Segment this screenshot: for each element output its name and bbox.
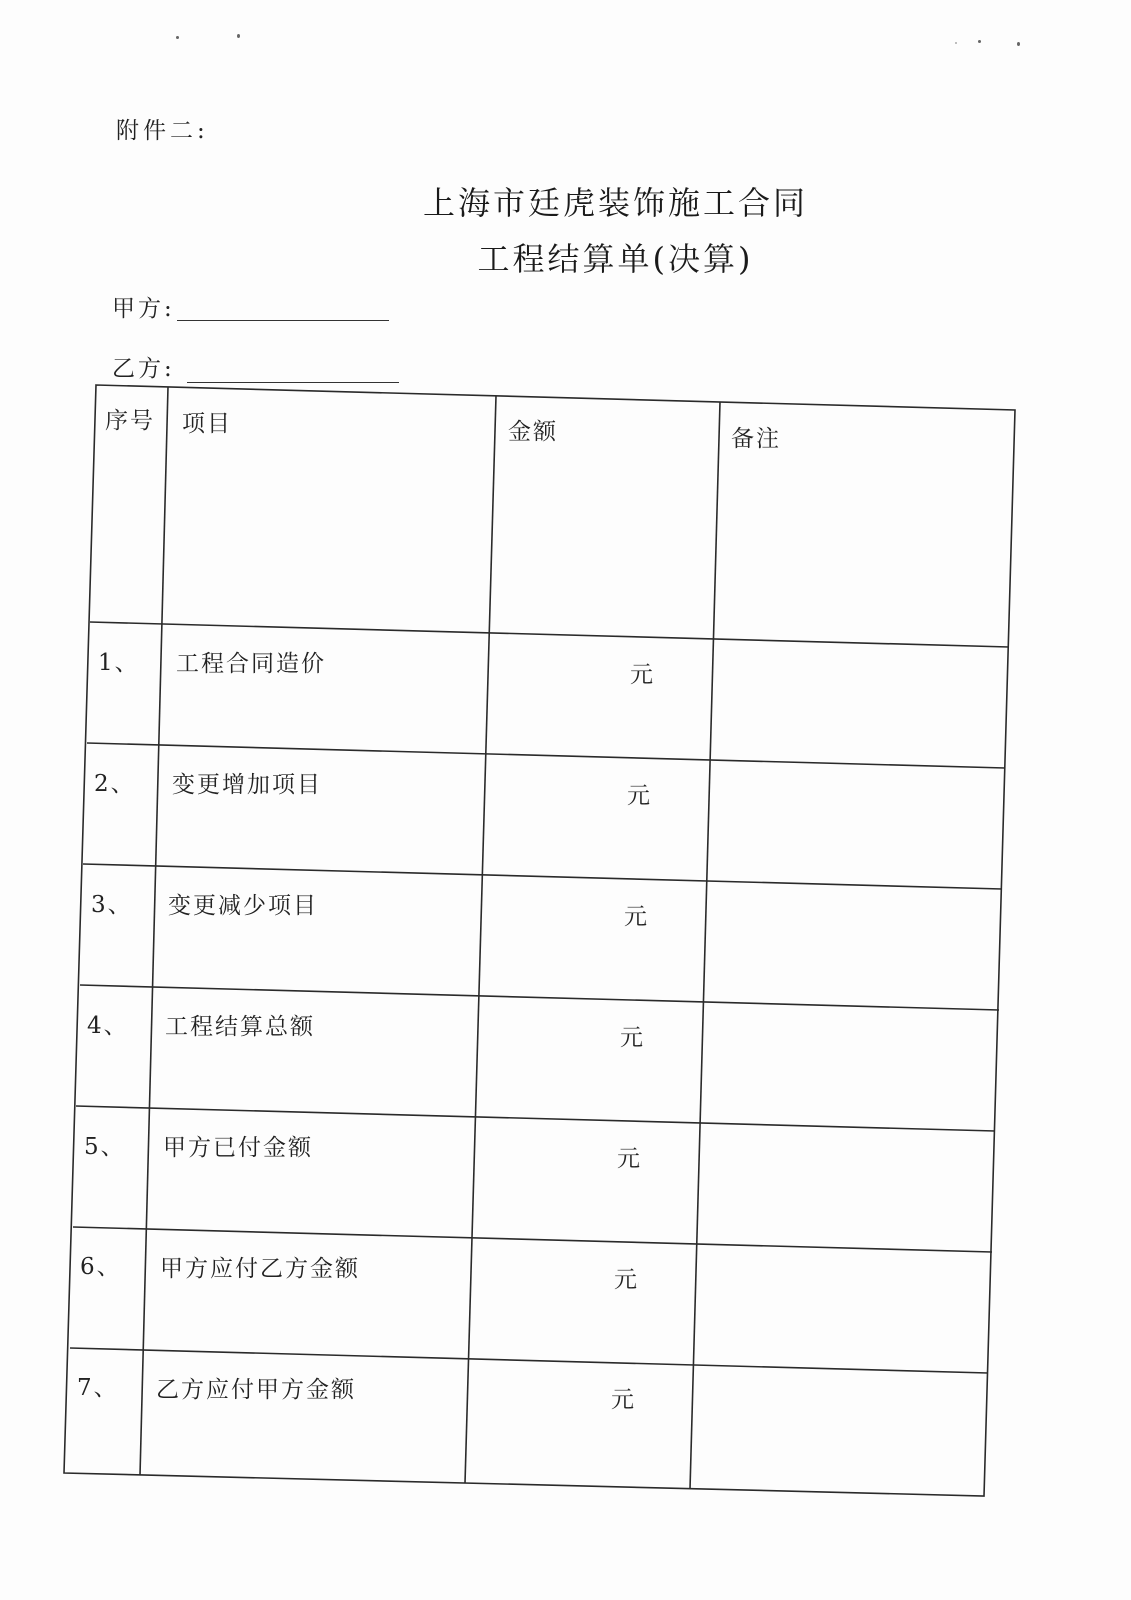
- column-divider: [465, 396, 496, 1483]
- row-amount-unit: 元: [630, 662, 655, 688]
- document-title: 上海市廷虎装饰施工合同: [422, 184, 808, 222]
- column-divider: [140, 387, 168, 1475]
- row-item: 工程结算总额: [165, 1014, 315, 1040]
- row-item: 变更减少项目: [168, 893, 318, 919]
- row-amount-unit: 元: [611, 1387, 636, 1413]
- row-divider: [83, 864, 1002, 889]
- column-header-note: 备注: [731, 426, 781, 452]
- row-amount-unit: 元: [620, 1025, 645, 1051]
- column-header-amount: 金额: [508, 419, 558, 445]
- row-divider: [70, 1348, 988, 1373]
- row-divider: [87, 743, 1005, 768]
- row-number: 2、: [94, 771, 136, 797]
- row-item: 乙方应付甲方金额: [156, 1377, 356, 1403]
- party-a-label: 甲方:: [112, 296, 175, 322]
- row-item: 工程合同造价: [176, 651, 326, 677]
- row-divider: [80, 985, 999, 1010]
- row-divider: [76, 1106, 995, 1131]
- attachment-label: 附件二:: [116, 118, 209, 144]
- row-number: 3、: [91, 892, 133, 918]
- row-item: 甲方应付乙方金额: [160, 1256, 360, 1282]
- column-header-no: 序号: [105, 408, 155, 434]
- row-amount-unit: 元: [624, 904, 649, 930]
- row-amount-unit: 元: [614, 1267, 639, 1293]
- row-item: 甲方已付金额: [163, 1135, 313, 1161]
- row-amount-unit: 元: [627, 783, 652, 809]
- row-number: 4、: [87, 1013, 129, 1039]
- row-number: 6、: [80, 1254, 122, 1280]
- party-b-label: 乙方:: [112, 356, 175, 382]
- row-number: 5、: [84, 1134, 126, 1160]
- row-divider: [73, 1227, 992, 1252]
- row-item: 变更增加项目: [172, 772, 322, 798]
- column-header-item: 项目: [182, 411, 232, 437]
- row-amount-unit: 元: [617, 1146, 642, 1172]
- document-subtitle: 工程结算单(决算): [477, 240, 754, 278]
- row-number: 7、: [77, 1375, 119, 1401]
- row-number: 1、: [98, 650, 140, 676]
- table-border: [64, 385, 1015, 1496]
- row-divider: [90, 622, 1009, 647]
- column-divider: [690, 402, 720, 1489]
